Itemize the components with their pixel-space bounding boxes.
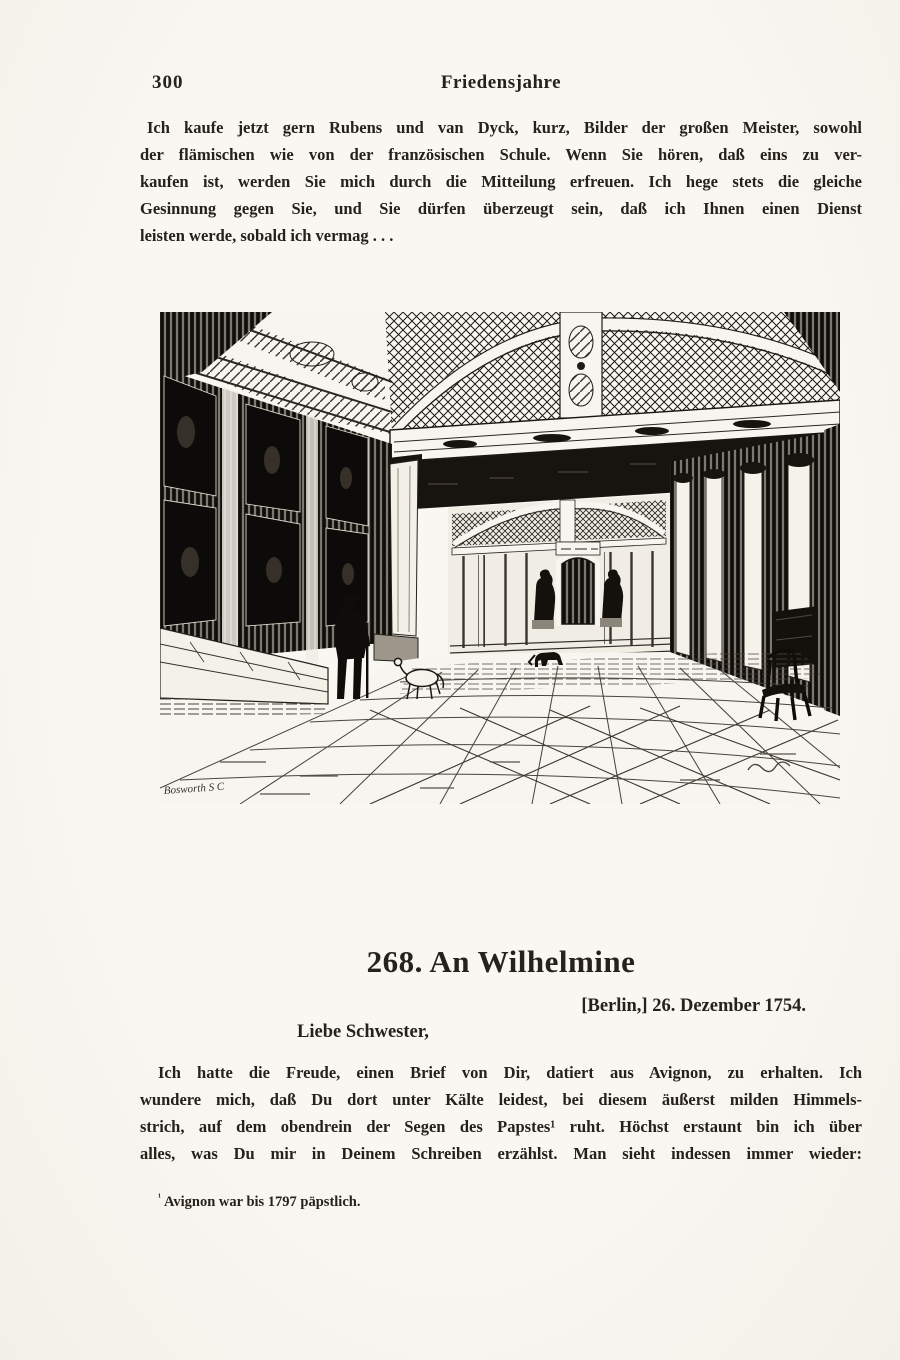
central-door: [556, 542, 600, 626]
letter-heading: 268. An Wilhelmine: [366, 943, 636, 979]
paragraph-top: [140, 114, 862, 249]
running-header: Friedensjahre: [440, 72, 562, 93]
footnote-text: Avignon war bis 1797 päpstlich.: [164, 1193, 361, 1210]
text-line: der flämischen wie von der französischen Schule. Wenn Sie hören, daß eins zu ver-: [140, 145, 862, 164]
text-line: Gesinnung gegen Sie, und Sie dürfen überzeugt sein, daß ich Ihnen einen Dienst: [140, 199, 862, 218]
text-line: strich, auf dem obendrein der Segen des Papstes¹ ruht. Höchst erstaunt bin ich über: [140, 1117, 862, 1136]
letter-salutation: Liebe Schwester,: [297, 1022, 429, 1042]
letter-dateline: [Berlin,] 26. Dezember 1754.: [581, 996, 806, 1016]
engraver-signature: Bosworth S C: [163, 780, 225, 797]
vault-ornament-panel: [560, 312, 602, 418]
letter-body: [140, 1059, 862, 1167]
text-line: alles, was Du mir in Deinem Schreiben erzählst. Man sieht indessen immer wieder:: [140, 1144, 862, 1163]
inner-gallery-room: [448, 494, 674, 660]
text-line: leisten werde, sobald ich vermag . . .: [140, 226, 394, 245]
text-line: kaufen ist, werden Sie mich durch die Mitteilung erfreuen. Ich hege stets die gleiche: [140, 172, 862, 191]
text-line: Ich kaufe jetzt gern Rubens und van Dyck, kurz, Bilder der großen Meister, sowohl: [147, 118, 862, 137]
text-line: wundere mich, daß Du dort unter Kälte leidest, bei diesem äußerst milden Himmels-: [140, 1090, 862, 1109]
footnote: [158, 1192, 360, 1211]
footnote-marker: ¹: [158, 1192, 161, 1203]
text-line: Ich hatte die Freude, einen Brief von Dir, datiert aus Avignon, zu erhalten. Ich: [158, 1063, 862, 1082]
gallery-engraving: [160, 312, 840, 804]
page-number: 300: [152, 72, 184, 93]
